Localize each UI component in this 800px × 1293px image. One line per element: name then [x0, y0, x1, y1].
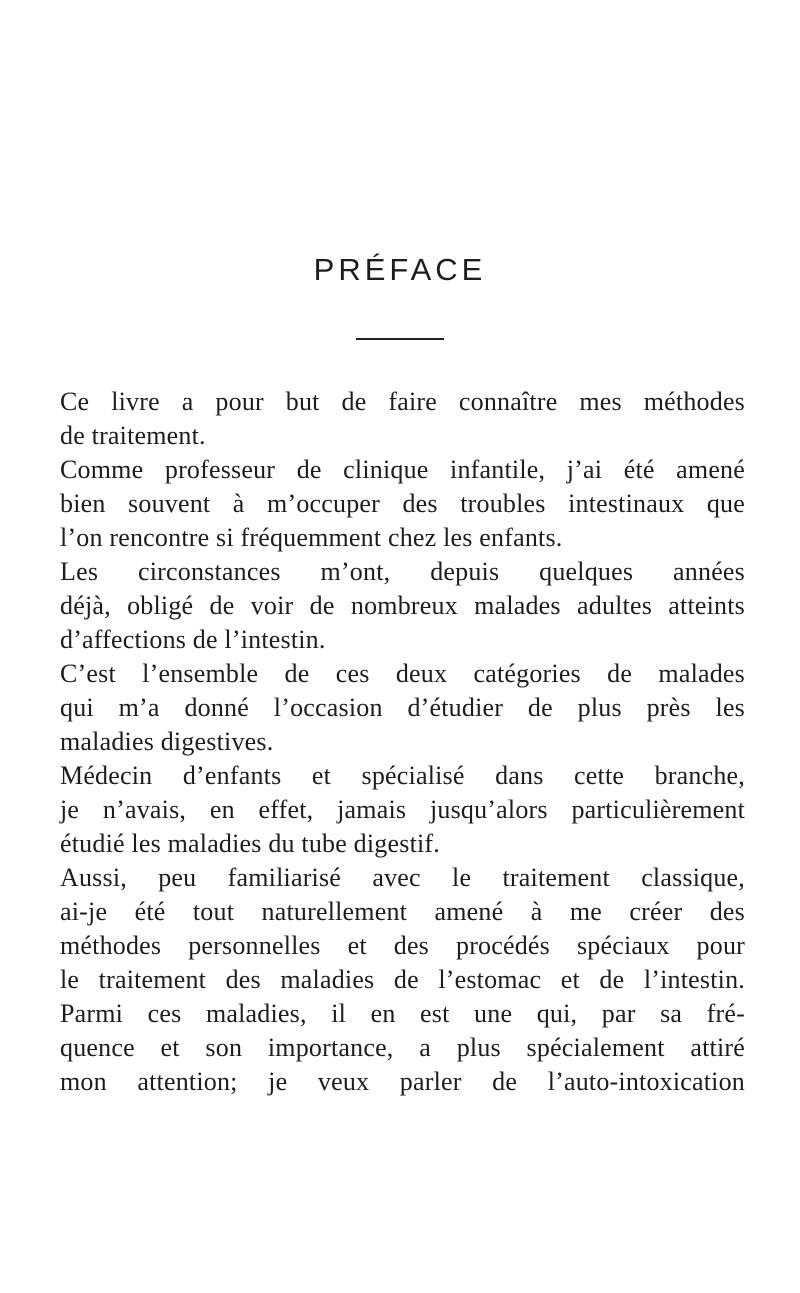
text-line: Comme professeur de clinique infantile, j’ai été amené: [60, 455, 745, 484]
text-line: Ce livre a pour but de faire connaître mes méthodes: [60, 387, 745, 416]
text-line: l’on rencontre si fréquemment chez les enfants.: [60, 523, 563, 552]
text-line: étudié les maladies du tube digestif.: [60, 829, 440, 858]
text-line: méthodes personnelles et des procédés spéciaux pour: [60, 931, 745, 960]
text-line: ai-je été tout naturellement amené à me créer des: [60, 897, 745, 926]
text-line: Aussi, peu familiarisé avec le traitement classique,: [60, 863, 745, 892]
title-divider: [356, 338, 444, 340]
text-line: maladies digestives.: [60, 727, 274, 756]
text-line: bien souvent à m’occuper des troubles intestinaux que: [60, 489, 745, 518]
text-line: Parmi ces maladies, il en est une qui, par sa fré-: [60, 999, 745, 1028]
text-line: de traitement.: [60, 421, 206, 450]
page-title: PRÉFACE: [313, 252, 487, 287]
text-line: déjà, obligé de voir de nombreux malades adultes atteints: [60, 591, 745, 620]
text-line: mon attention; je veux parler de l’auto-intoxication: [60, 1067, 745, 1096]
text-line: je n’avais, en effet, jamais jusqu’alors particulièrement: [60, 795, 745, 824]
text-line: C’est l’ensemble de ces deux catégories de malades: [60, 659, 745, 688]
text-line: qui m’a donné l’occasion d’étudier de plus près les: [60, 693, 745, 722]
preface-text: [60, 385, 745, 1099]
text-line: quence et son importance, a plus spécialement attiré: [60, 1033, 745, 1062]
text-line: Médecin d’enfants et spécialisé dans cette branche,: [60, 761, 745, 790]
text-line: le traitement des maladies de l’estomac et de l’intestin.: [60, 965, 745, 994]
text-line: Les circonstances m’ont, depuis quelques années: [60, 557, 745, 586]
text-line: d’affections de l’intestin.: [60, 625, 326, 654]
